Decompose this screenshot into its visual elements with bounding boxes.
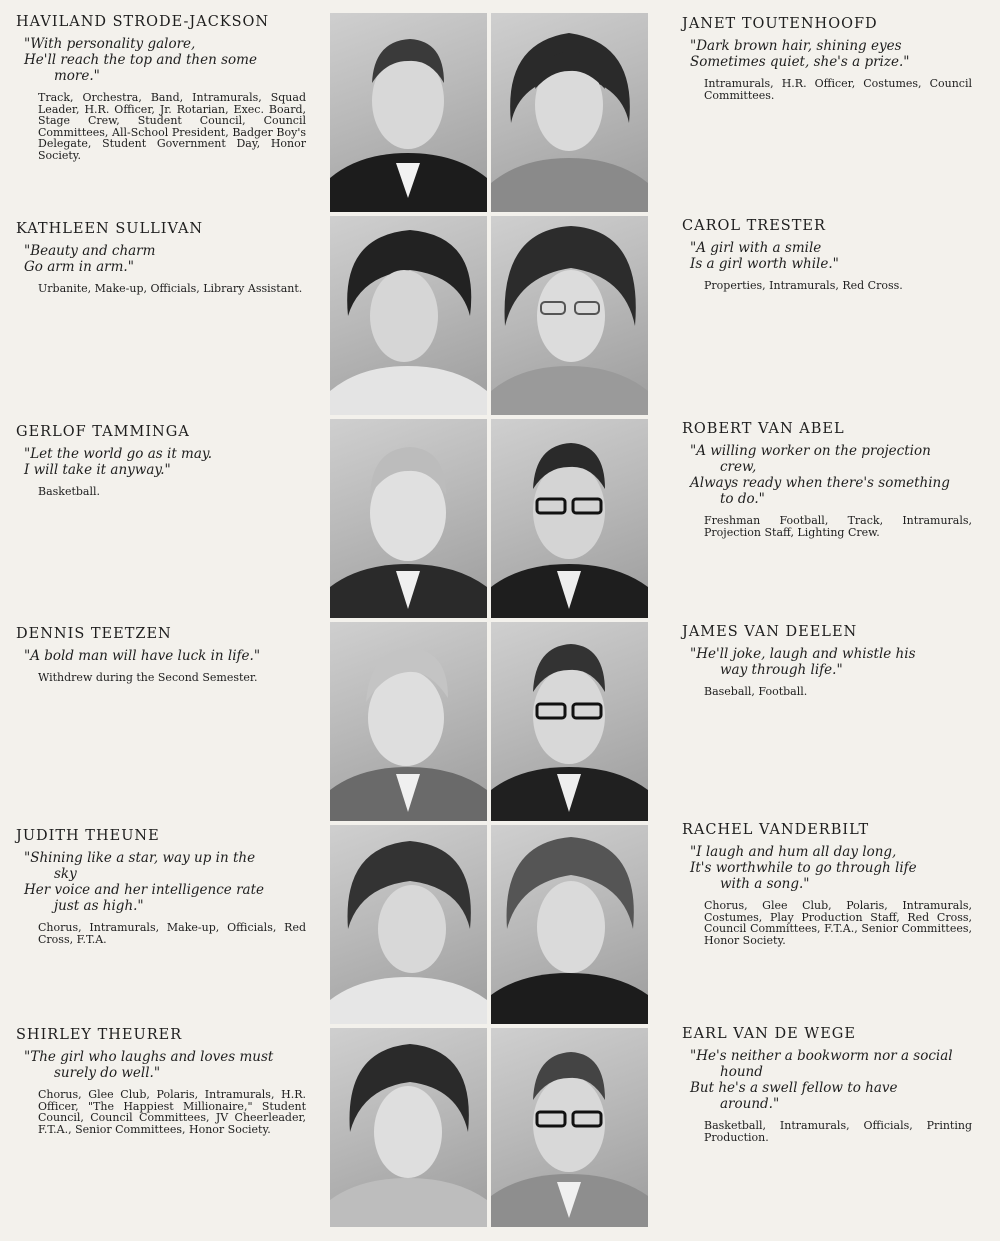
student-quote xyxy=(24,36,306,84)
student-entry xyxy=(682,624,972,698)
student-name: GERLOF TAMMINGA xyxy=(16,424,190,440)
portrait-silhouette xyxy=(491,216,648,415)
portrait-photo xyxy=(330,622,487,821)
student-entry xyxy=(682,421,972,538)
quote-line: "Beauty and charm xyxy=(24,243,156,259)
portrait-silhouette xyxy=(330,825,487,1024)
quote-line: "I laugh and hum all day long, xyxy=(690,844,897,860)
quote-line: around." xyxy=(720,1096,780,1112)
student-entry xyxy=(682,218,972,292)
quote-line: "The girl who laughs and loves must xyxy=(24,1049,274,1065)
student-quote xyxy=(24,648,306,664)
quote-line: "A girl with a smile xyxy=(690,240,822,256)
quote-line: Is a girl worth while." xyxy=(690,256,839,272)
portrait-photo xyxy=(491,825,648,1024)
portrait-silhouette xyxy=(330,216,487,415)
portrait-photo xyxy=(330,13,487,212)
student-name: EARL VAN DE WEGE xyxy=(682,1026,856,1042)
quote-line: surely do well." xyxy=(54,1065,161,1081)
student-activities: Urbanite, Make-up, Officials, Library Assistant. xyxy=(38,282,303,295)
student-activities: Chorus, Glee Club, Polaris, Intramurals, Costumes, Play Production Staff, Red Cross, Council Committees, F.T.A., Senior Committees, Honor Society. xyxy=(704,899,972,947)
portrait-photo xyxy=(491,1028,648,1227)
student-entry xyxy=(16,14,306,161)
student-entry xyxy=(16,221,306,295)
student-entry xyxy=(682,822,972,946)
student-quote xyxy=(690,240,972,272)
student-name: KATHLEEN SULLIVAN xyxy=(16,221,204,237)
quote-line: "A willing worker on the projection xyxy=(690,443,931,459)
portrait-silhouette xyxy=(330,1028,487,1227)
quote-line: sky xyxy=(54,866,77,882)
portrait-silhouette xyxy=(330,13,487,212)
student-name: HAVILAND STRODE-JACKSON xyxy=(16,14,270,30)
student-quote xyxy=(690,443,972,507)
student-quote xyxy=(24,1049,306,1081)
student-activities: Baseball, Football. xyxy=(704,685,808,698)
quote-line: Sometimes quiet, she's a prize." xyxy=(690,54,910,70)
portrait-silhouette xyxy=(491,419,648,618)
portrait-silhouette xyxy=(491,13,648,212)
portrait-photo xyxy=(330,825,487,1024)
quote-line: "Dark brown hair, shining eyes xyxy=(690,38,902,54)
quote-line: just as high." xyxy=(54,898,144,914)
student-activities: Chorus, Intramurals, Make-up, Officials, Red Cross, F.T.A. xyxy=(38,921,306,946)
quote-line: But he's a swell fellow to have xyxy=(690,1080,898,1096)
portrait-silhouette xyxy=(330,622,487,821)
portrait-photo xyxy=(491,622,648,821)
student-entry xyxy=(16,626,306,684)
quote-line: hound xyxy=(720,1064,763,1080)
student-activities: Withdrew during the Second Semester. xyxy=(38,671,258,684)
quote-line: "Shining like a star, way up in the xyxy=(24,850,256,866)
portrait-photo xyxy=(491,216,648,415)
student-quote xyxy=(24,243,306,275)
portrait-grid xyxy=(330,13,650,1223)
student-activities: Intramurals, H.R. Officer, Costumes, Council Committees. xyxy=(704,77,972,102)
student-quote xyxy=(690,38,972,70)
student-quote xyxy=(690,1048,972,1112)
student-entry xyxy=(16,1027,306,1135)
quote-line: way through life." xyxy=(720,662,843,678)
student-activities: Chorus, Glee Club, Polaris, Intramurals, H.R. Officer, "The Happiest Millionaire," Student Council, Council Committees, JV Cheerleader, F.T.A., Senior Committees, Honor Society. xyxy=(38,1088,306,1136)
student-activities: Properties, Intramurals, Red Cross. xyxy=(704,279,903,292)
quote-line: It's worthwhile to go through life xyxy=(690,860,917,876)
quote-line: crew, xyxy=(720,459,757,475)
student-quote xyxy=(24,850,306,914)
student-name: CAROL TRESTER xyxy=(682,218,826,234)
quote-line: Always ready when there's something xyxy=(690,475,950,491)
portrait-photo xyxy=(330,1028,487,1227)
student-name: JANET TOUTENHOOFD xyxy=(682,16,878,32)
student-name: JAMES VAN DEELEN xyxy=(682,624,858,640)
student-entry xyxy=(682,16,972,101)
student-activities: Track, Orchestra, Band, Intramurals, Squad Leader, H.R. Officer, Jr. Rotarian, Exec. Board, Stage Crew, Student Council, Council Committees, All-School President, Badger Boy's Delegate, Student Government Day, Honor Society. xyxy=(38,91,306,162)
quote-line: with a song." xyxy=(720,876,810,892)
portrait-silhouette xyxy=(491,1028,648,1227)
portrait-photo xyxy=(330,419,487,618)
quote-line: He'll reach the top and then some xyxy=(24,52,257,68)
student-name: RACHEL VANDERBILT xyxy=(682,822,870,838)
student-quote xyxy=(690,646,972,678)
student-activities: Freshman Football, Track, Intramurals, Projection Staff, Lighting Crew. xyxy=(704,514,972,539)
portrait-silhouette xyxy=(491,622,648,821)
quote-line: Go arm in arm." xyxy=(24,259,134,275)
portrait-photo xyxy=(491,419,648,618)
portrait-silhouette xyxy=(491,825,648,1024)
quote-line: "He's neither a bookworm nor a social xyxy=(690,1048,953,1064)
student-name: SHIRLEY THEURER xyxy=(16,1027,183,1043)
portrait-photo xyxy=(330,216,487,415)
quote-line: "Let the world go as it may. xyxy=(24,446,213,462)
student-entry xyxy=(16,828,306,945)
quote-line: "A bold man will have luck in life." xyxy=(24,648,261,664)
student-quote xyxy=(24,446,306,478)
student-activities: Basketball. xyxy=(38,485,101,498)
student-activities: Basketball, Intramurals, Officials, Printing Production. xyxy=(704,1119,972,1144)
student-entry xyxy=(16,424,306,498)
student-entry xyxy=(682,1026,972,1143)
student-quote xyxy=(690,844,972,892)
portrait-silhouette xyxy=(330,419,487,618)
student-name: ROBERT VAN ABEL xyxy=(682,421,845,437)
quote-line: I will take it anyway." xyxy=(24,462,171,478)
quote-line: "With personality galore, xyxy=(24,36,196,52)
quote-line: more." xyxy=(54,68,100,84)
student-name: JUDITH THEUNE xyxy=(16,828,160,844)
quote-line: "He'll joke, laugh and whistle his xyxy=(690,646,916,662)
quote-line: Her voice and her intelligence rate xyxy=(24,882,264,898)
student-name: DENNIS TEETZEN xyxy=(16,626,172,642)
quote-line: to do." xyxy=(720,491,765,507)
portrait-photo xyxy=(491,13,648,212)
